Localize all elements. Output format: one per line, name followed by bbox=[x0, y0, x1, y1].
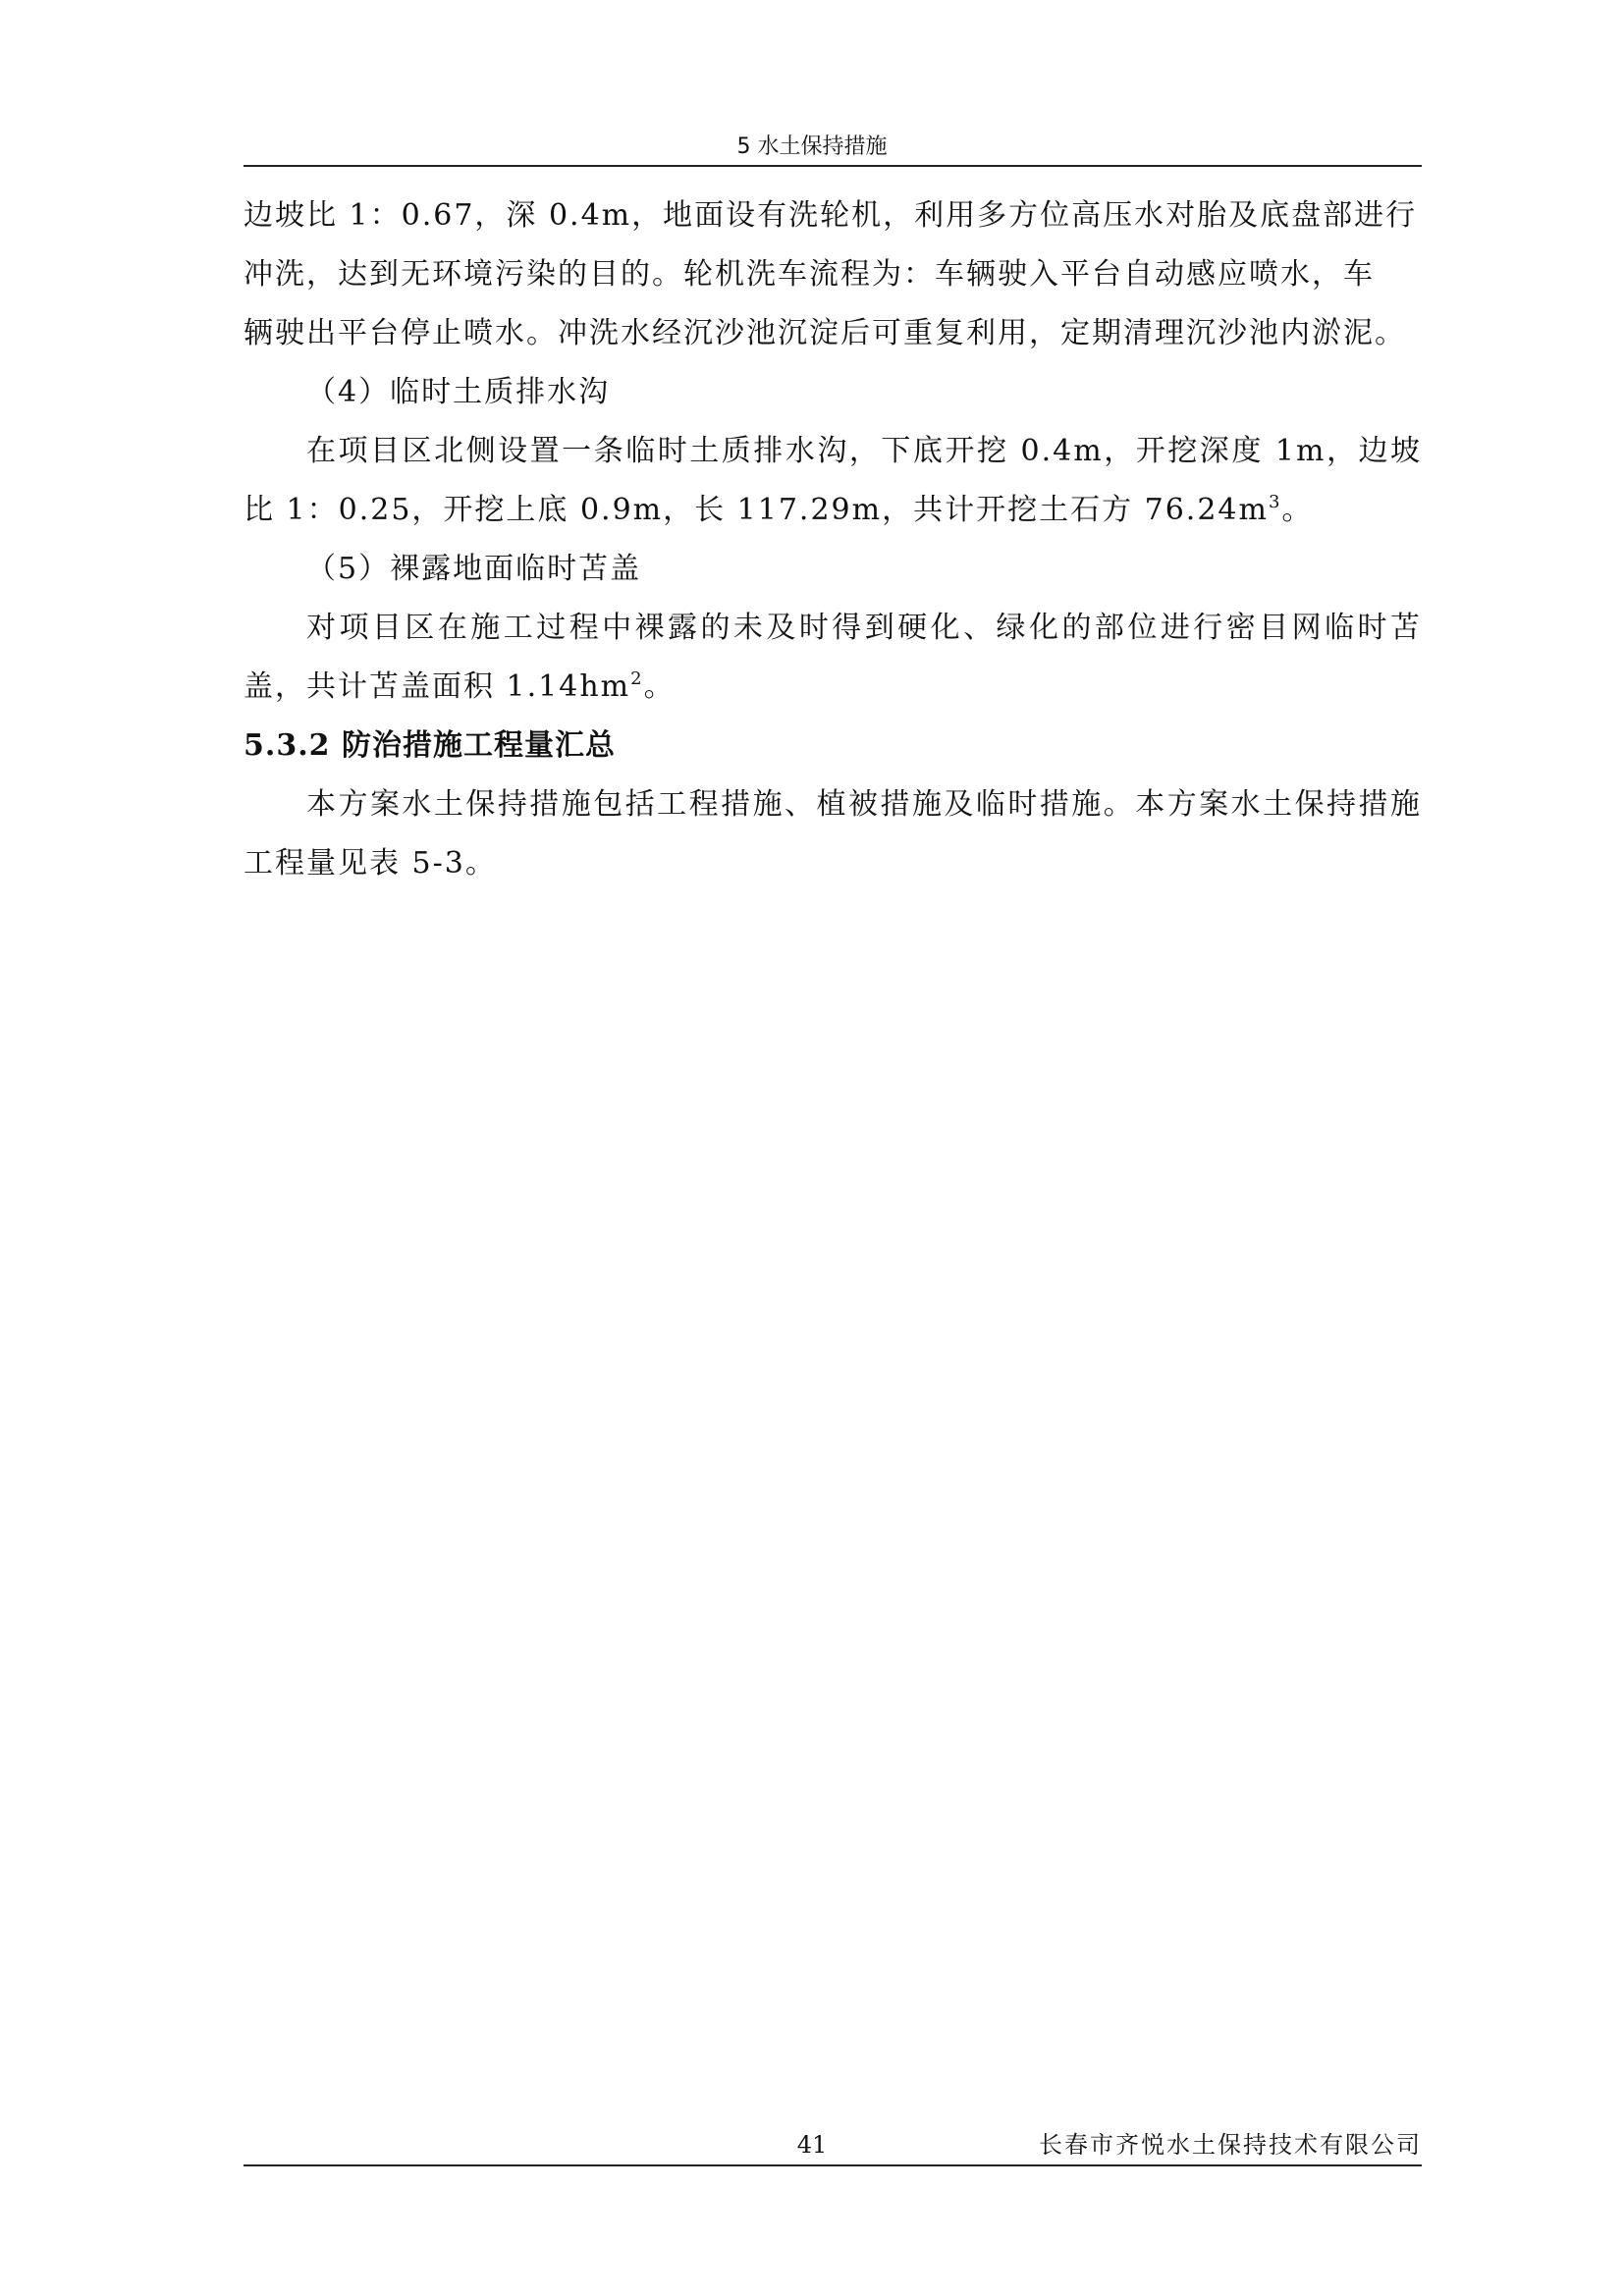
paragraph-summary: 本方案水土保持措施包括工程措施、植被措施及临时措施。本方案水土保持措施工程量见表 5-3。 bbox=[244, 787, 1422, 881]
footer-rule bbox=[244, 2164, 1422, 2166]
paragraph-drainage-ditch bbox=[244, 422, 1422, 540]
page-number: 41 bbox=[796, 2131, 828, 2159]
paragraph-ground-cover bbox=[244, 599, 1422, 717]
superscript: 3 bbox=[1268, 492, 1282, 512]
paragraph-end: 。 bbox=[1281, 493, 1314, 527]
paragraph-line: 冲洗，达到无环境污染的目的。轮机洗车流程为：车辆驶入平台自动感应喷水，车 bbox=[244, 257, 1375, 292]
running-header: 5 水土保持措施 bbox=[736, 134, 888, 159]
document-body bbox=[244, 187, 1422, 893]
paragraph-end: 。 bbox=[643, 669, 676, 704]
subheading-drainage-ditch: （4）临时土质排水沟 bbox=[306, 375, 611, 409]
company-name: 长春市齐悦水土保持技术有限公司 bbox=[1039, 2131, 1422, 2159]
superscript: 2 bbox=[630, 668, 644, 689]
paragraph-line: 边坡比 1：0.67，深 0.4m，地面设有洗轮机，利用多方位高压水对胎及底盘部进行 bbox=[244, 198, 1418, 233]
subheading-ground-cover: （5）裸露地面临时苫盖 bbox=[306, 552, 642, 586]
paragraph-line: 辆驶出平台停止喷水。冲洗水经沉沙池沉淀后可重复利用，定期清理沉沙池内淤泥。 bbox=[244, 316, 1406, 350]
paragraph-text: 在项目区北侧设置一条临时土质排水沟，下底开挖 0.4m，开挖深度 1m，边坡比 1：0.25，开挖上底 0.9m，长 117.29m，共计开挖土石方 76.24m bbox=[244, 434, 1422, 527]
section-heading: 5.3.2 防治措施工程量汇总 bbox=[244, 728, 616, 763]
paragraph-text: 对项目区在施工过程中裸露的未及时得到硬化、绿化的部位进行密目网临时苫盖，共计苫盖面积 1.14hm bbox=[244, 611, 1422, 704]
header-rule bbox=[244, 165, 1422, 167]
